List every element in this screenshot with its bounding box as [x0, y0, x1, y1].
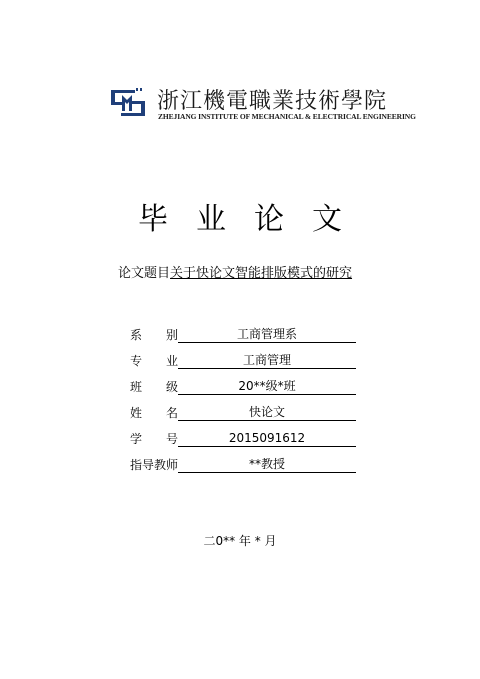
field-label: 姓 名 — [130, 406, 178, 420]
document-title: 毕业论文 — [138, 202, 370, 237]
field-label: 班 级 — [130, 380, 178, 394]
field-label: 专 业 — [130, 354, 178, 368]
field-student-id — [130, 430, 356, 448]
thesis-topic — [118, 262, 360, 281]
field-major — [130, 352, 356, 370]
field-name — [130, 404, 356, 422]
field-value: 工商管理 — [178, 352, 356, 369]
field-value: 2015091612 — [178, 430, 356, 447]
field-value: **教授 — [178, 456, 356, 473]
date-line: 二0** 年 * 月 — [203, 534, 277, 548]
field-value: 快论文 — [178, 404, 356, 421]
school-name-english: ZHEJIANG INSTITUTE OF MECHANICAL & ELECTRICAL ENGINEERING — [158, 112, 416, 121]
school-name-chinese: 浙江機電職業技術學院 — [157, 89, 388, 114]
school-logo — [108, 86, 148, 120]
field-class — [130, 378, 356, 396]
topic-value: 关于快论文智能排版模式的研究 — [170, 266, 353, 281]
field-advisor — [130, 456, 356, 474]
field-department — [130, 326, 356, 344]
field-value: 20**级*班 — [178, 378, 356, 395]
field-label: 指导教师 — [130, 458, 179, 472]
field-value: 工商管理系 — [178, 326, 356, 343]
field-label: 系 别 — [130, 328, 178, 342]
topic-label: 论文题目 — [118, 266, 171, 281]
field-label: 学 号 — [130, 432, 178, 446]
